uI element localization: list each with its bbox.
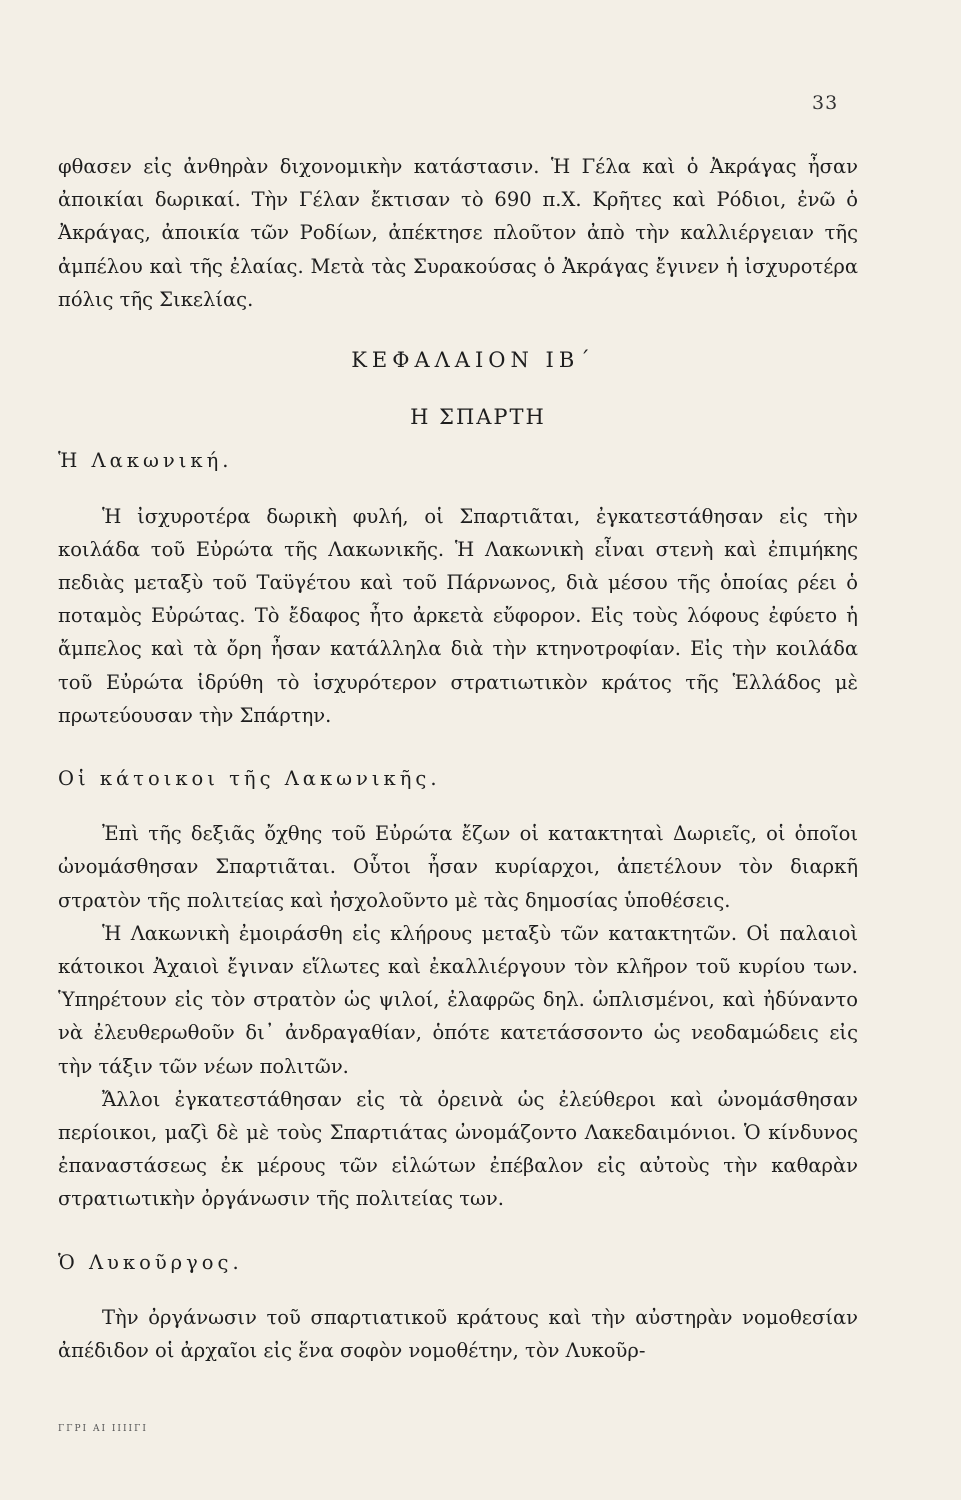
page-number: 33	[812, 92, 839, 114]
paragraph-katoikoi-3: Ἄλλοι ἐγκατεστάθησαν εἰς τὰ ὀρεινὰ ὡς ἐλεύθεροι καὶ ὠνομάσθησαν περίοικοι, μαζὶ δὲ μὲ τοὺς Σπαρτιάτας ὠνομάζοντο Λακεδαιμόνιοι. Ὁ κίνδυνος ἐπαναστάσεως ἐκ μέρους τῶν εἱλώτων ἐπέβαλον εἰς αὐτοὺς τὴν καθαρὰν στρατιωτικὴν ὀργάνωσιν τῆς πολιτείας των.	[58, 1087, 858, 1211]
paragraph-lakoniki: Ἡ ἰσχυροτέρα δωρικὴ φυλή, οἱ Σπαρτιᾶται, ἐγκατεστάθησαν εἰς τὴν κοιλάδα τοῦ Εὐρώτα τῆς Λακωνικῆς. Ἡ Λακωνικὴ εἶναι στενὴ καὶ ἐπιμήκης πεδιὰς μεταξὺ τοῦ Ταϋγέτου καὶ τοῦ Πάρνωνος, διὰ μέσου τῆς ὁποίας ρέει ὁ ποταμὸς Εὐρώτας. Τὸ ἔδαφος ἦτο ἀρκετὰ εὔφορον. Εἰς τοὺς λόφους ἐφύετο ἡ ἄμπελος καὶ τὰ ὄρη ἦσαν κατάλληλα διὰ τὴν κτηνοτροφίαν. Εἰς τὴν κοιλάδα τοῦ Εὐρώτα ἱδρύθη τὸ ἰσχυρότερον στρατιωτικὸν κράτος τῆς Ἑλλάδος μὲ πρωτεύουσαν τὴν Σπάρτην.	[58, 504, 858, 727]
paragraph-katoikoi-2: Ἡ Λακωνικὴ ἐμοιράσθη εἰς κλήρους μεταξὺ τῶν κατακτητῶν. Οἱ παλαιοὶ κάτοικοι Ἀχαιοὶ ἔγιναν εἵλωτες καὶ ἐκαλλιέργουν τὸν κλῆρον τοῦ κυρίου των. Ὑπηρέτουν εἰς τὸν στρατὸν ὡς ψιλοί, ἐλαφρῶς δηλ. ὡπλισμένοι, καὶ ἠδύναντο νὰ ἐλευθερωθοῦν δι᾽ ἀνδραγαθίαν, ὁπότε κατετάσσοντο ὡς νεοδαμώδεις εἰς τὴν τάξιν τῶν νέων πολιτῶν.	[58, 921, 858, 1078]
paragraph-lykourgos: Τὴν ὀργάνωσιν τοῦ σπαρτιατικοῦ κράτους καὶ τὴν αὐστηρὰν νομοθεσίαν ἀπέδιδον οἱ ἀρχαῖοι εἰς ἕνα σοφὸν νομοθέτην, τὸν Λυκοῦρ-	[58, 1305, 858, 1363]
paragraph-katoikoi-1: Ἐπὶ τῆς δεξιᾶς ὄχθης τοῦ Εὐρώτα ἔζων οἱ κατακτηταὶ Δωριεῖς, οἱ ὁποῖοι ὠνομάσθησαν Σπαρτιᾶται. Οὗτοι ἦσαν κυρίαρχοι, ἀπετέλουν τὸν διαρκῆ στρατὸν τῆς πολιτείας καὶ ἠσχολοῦντο μὲ τὰς δημοσίας ὑποθέσεις.	[58, 822, 858, 912]
chapter-subtitle: Η ΣΠΑΡΤΗ	[410, 405, 546, 430]
section-heading-katoikoi: Οἱ κάτοικοι τῆς Λακωνικῆς.	[58, 767, 441, 791]
footer-fragment: ΓΓΡΙ ΑΙ ΙΙΙΙΓΙ	[58, 1424, 148, 1434]
document-body	[58, 150, 858, 1367]
intro-paragraph: φθασεν εἰς ἀνθηρὰν διχονομικὴν κατάστασιν. Ἡ Γέλα καὶ ὁ Ἀκράγας ἦσαν ἀποικίαι δωρικαί. Τὴν Γέλαν ἔκτισαν τὸ 690 π.Χ. Κρῆτες καὶ Ρόδιοι, ἐνῶ ὁ Ἀκράγας, ἀποικία τῶν Ροδίων, ἀπέκτησε πλοῦτον ἀπὸ τὴν καλλιέργειαν τῆς ἀμπέλου καὶ τῆς ἐλαίας. Μετὰ τὰς Συρακούσας ὁ Ἀκράγας ἔγινεν ἡ ἰσχυροτέρα πόλις τῆς Σικελίας.	[58, 155, 858, 311]
chapter-title: ΚΕΦΑΛΑΙΟΝ ΙΒ΄	[351, 348, 595, 373]
section-heading-lykourgos: Ὁ Λυκοῦργος.	[58, 1250, 243, 1274]
section-heading-lakoniki: Ἡ Λακωνική.	[58, 449, 233, 473]
